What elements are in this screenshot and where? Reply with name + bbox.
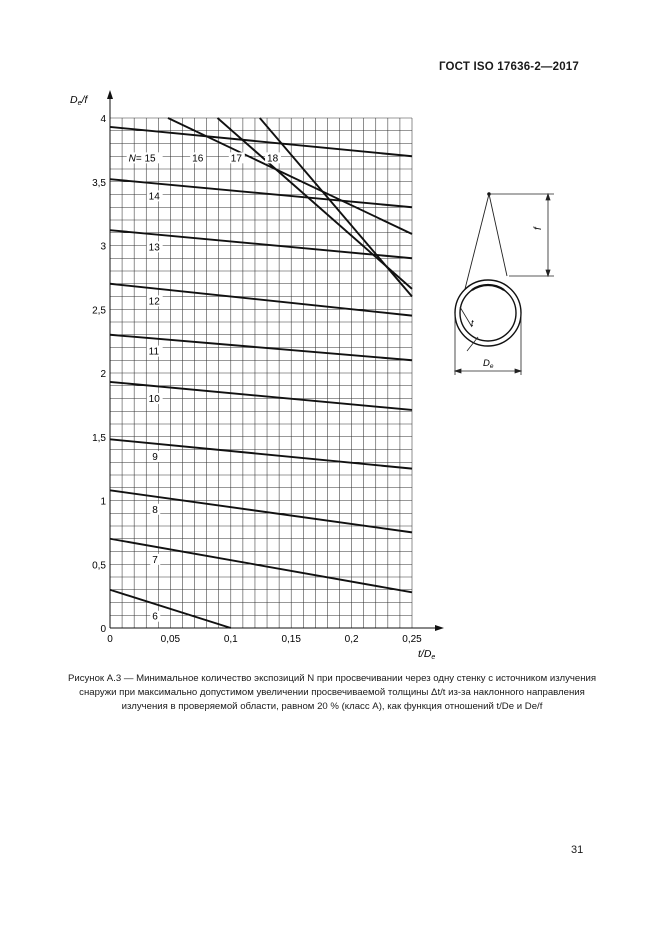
y-tick-label: 3,5 — [92, 177, 106, 189]
y-tick-label: 2 — [100, 369, 106, 380]
y-tick-label: 4 — [100, 114, 106, 125]
x-tick-label: 0,15 — [281, 634, 301, 645]
curve-label-18: 18 — [267, 153, 279, 165]
curve-label-14: 14 — [148, 191, 160, 203]
curve-label-16: 16 — [192, 153, 204, 165]
y-axis-label: De/f — [70, 94, 88, 107]
x-axis-label: t/De — [418, 648, 436, 661]
pipe-cross-section — [455, 280, 521, 346]
curve-label-7: 7 — [152, 554, 158, 566]
curve-label-13: 13 — [148, 242, 160, 254]
curve-label-15: N= 15 — [128, 153, 156, 165]
y-tick-label: 3 — [100, 241, 106, 253]
y-axis-arrow — [107, 90, 113, 99]
label-f: f — [533, 227, 544, 230]
page-number: 31 — [571, 844, 584, 856]
curve-label-6: 6 — [152, 611, 158, 623]
curve-n-16 — [168, 118, 412, 234]
curve-label-17: 17 — [230, 153, 242, 165]
curve-n-15 — [110, 127, 412, 156]
dimension-t — [460, 307, 478, 351]
x-tick-label: 0,2 — [344, 634, 359, 645]
y-tick-label: 2,5 — [92, 305, 106, 317]
curve-label-10: 10 — [148, 394, 160, 406]
label-t: t — [471, 318, 474, 328]
standard-header: ГОСТ ISO 17636-2—2017 — [438, 61, 579, 73]
label-de: $D_e$ — [483, 358, 494, 370]
y-tick-label: 0 — [100, 624, 106, 635]
curve-label-8: 8 — [152, 504, 158, 516]
y-tick-label: 1 — [100, 496, 106, 508]
pipe-geometry-diagram — [450, 185, 570, 385]
dimension-f — [491, 194, 554, 276]
y-tick-label: 0,5 — [92, 560, 106, 572]
y-tick-label: 1,5 — [92, 432, 106, 444]
x-tick-label: 0,1 — [223, 634, 238, 645]
figure-caption: Рисунок А.3 — Минимальное количество экспозиций N при просвечивании через одну стенку с источником излучения снаружи при максимально допустимом увеличении просвечиваемой толщины Δt/t из-за наклонного направления излучения в проверяемой области, равном 20 % (класс А), как функция отношений t/De и De/f — [67, 673, 597, 712]
curve-labels — [127, 152, 281, 622]
x-tick-label: 0,05 — [160, 634, 181, 645]
x-tick-label: 0,25 — [402, 634, 422, 645]
x-axis-arrow — [435, 625, 444, 631]
x-tick-label: 0 — [107, 634, 113, 645]
beam-lines — [465, 194, 507, 289]
curve-label-11: 11 — [148, 346, 160, 358]
curve-label-9: 9 — [152, 451, 158, 463]
curve-label-12: 12 — [148, 296, 160, 308]
